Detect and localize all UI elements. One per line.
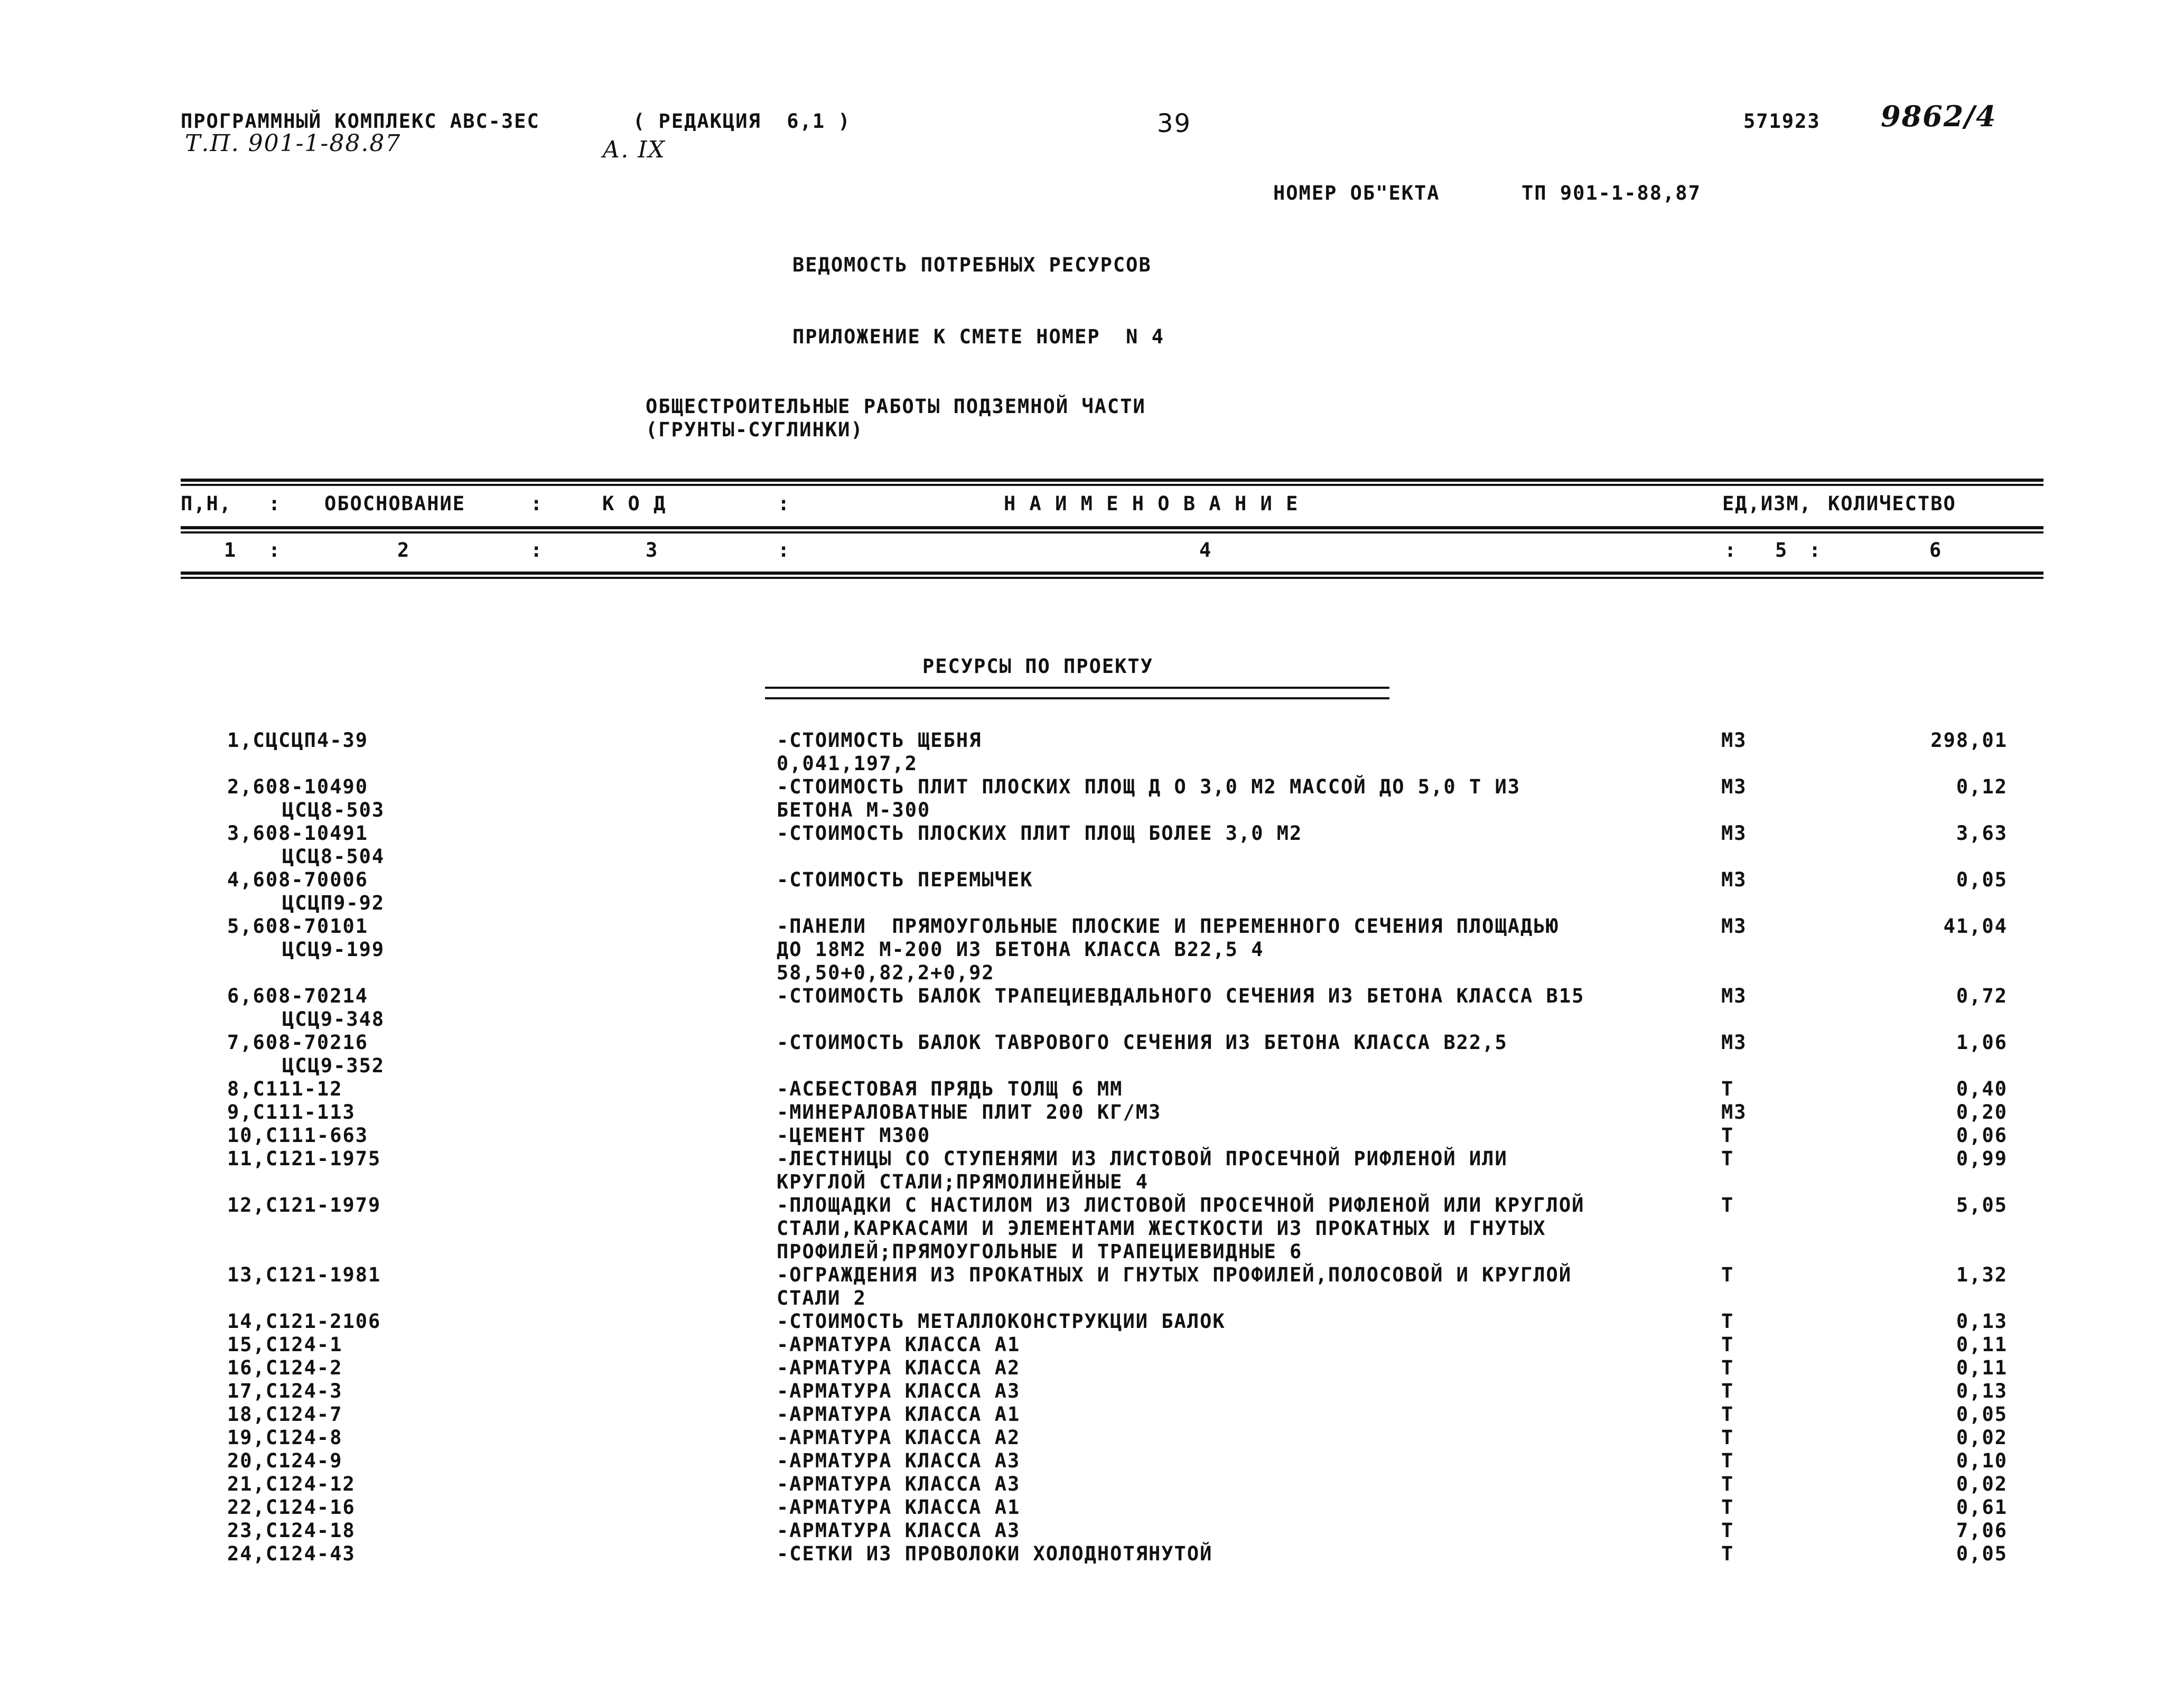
row-quantity: 0,20 <box>1956 1101 2008 1124</box>
section-title: РЕСУРСЫ ПО ПРОЕКТУ <box>922 655 1153 678</box>
col-index-sep-1: : <box>268 539 282 561</box>
row-name <box>777 1356 1728 1380</box>
row-justification-line: 3,608-10491 <box>227 822 369 845</box>
program-edition: ( РЕДАКЦИЯ 6,1 ) <box>633 110 851 133</box>
row-justification-line: 15,С124-1 <box>227 1333 343 1356</box>
row-name <box>777 1496 1728 1519</box>
col-index-sep-5: : <box>1724 539 1738 561</box>
row-justification-line: 6,608-70214 <box>227 985 369 1007</box>
row-quantity: 0,05 <box>1956 1403 2008 1426</box>
row-justification-line: 17,С124-3 <box>227 1380 343 1402</box>
row-unit: М3 <box>1721 775 1747 798</box>
row-unit: Т <box>1721 1078 1734 1100</box>
row-name <box>777 1426 1728 1449</box>
row-unit: М3 <box>1721 1101 1747 1124</box>
row-name <box>777 1101 1728 1124</box>
handwritten-project-number: Т.П. 901-1-88.87 <box>185 130 402 157</box>
row-unit: Т <box>1721 1473 1734 1495</box>
header-rule-bottom <box>181 572 2043 575</box>
row-justification <box>227 822 402 868</box>
row-name <box>777 822 1728 845</box>
col-header-sep-3: : <box>778 492 791 515</box>
row-quantity: 0,11 <box>1956 1333 2008 1356</box>
row-justification-line: 21,С124-12 <box>227 1473 356 1495</box>
row-quantity: 0,61 <box>1956 1496 2008 1519</box>
row-justification <box>227 1147 402 1171</box>
row-name <box>777 1380 1728 1403</box>
row-quantity: 41,04 <box>1943 915 2008 938</box>
row-quantity: 7,06 <box>1956 1519 2008 1542</box>
row-justification <box>227 1426 402 1449</box>
row-name-line: -АРМАТУРА КЛАССА А2 <box>777 1356 1021 1379</box>
row-name <box>777 1263 1728 1310</box>
col-index-sep-6: : <box>1809 539 1822 561</box>
col-header-code: К О Д <box>602 492 667 515</box>
row-name <box>777 775 1728 822</box>
row-name <box>777 915 1728 985</box>
header-rule-top-2 <box>181 484 2043 486</box>
row-justification-line: 18,С124-7 <box>227 1403 343 1426</box>
row-quantity: 0,06 <box>1956 1124 2008 1147</box>
row-unit: Т <box>1721 1449 1734 1472</box>
row-unit: Т <box>1721 1496 1734 1519</box>
row-unit: Т <box>1721 1263 1734 1286</box>
row-name <box>777 1078 1728 1101</box>
row-name-line: СТАЛИ,КАРКАСАМИ И ЭЛЕМЕНТАМИ ЖЕСТКОСТИ ИЗ ПРОКАТНЫХ И ГНУТЫХ <box>777 1217 1546 1240</box>
row-justification <box>227 985 402 1031</box>
row-justification-line: 4,608-70006 <box>227 868 369 891</box>
section-title-underline <box>765 687 1389 699</box>
row-name <box>777 868 1728 892</box>
row-quantity: 0,40 <box>1956 1078 2008 1100</box>
row-name-line: КРУГЛОЙ СТАЛИ;ПРЯМОЛИНЕЙНЫЕ 4 <box>777 1171 1149 1193</box>
program-name: ПРОГРАММНЫЙ КОМПЛЕКС АВС-ЗЕС <box>181 110 540 133</box>
row-name-line: 0,041,197,2 <box>777 752 918 775</box>
row-quantity: 298,01 <box>1930 729 2008 752</box>
document-code: 571923 <box>1743 110 1821 133</box>
row-name <box>777 1031 1728 1054</box>
row-justification <box>227 729 402 752</box>
row-name-line: -МИНЕРАЛОВАТНЫЕ ПЛИТ 200 КГ/М3 <box>777 1101 1162 1124</box>
header-rule-bottom-2 <box>181 577 2043 579</box>
col-index-sep-3: : <box>778 539 791 561</box>
row-quantity: 0,11 <box>1956 1356 2008 1379</box>
row-unit: Т <box>1721 1403 1734 1426</box>
row-unit: Т <box>1721 1124 1734 1147</box>
row-name <box>777 729 1728 775</box>
row-justification <box>227 1310 402 1333</box>
row-name <box>777 1194 1728 1263</box>
col-header-unit: ЕД,ИЗМ, <box>1722 492 1812 515</box>
row-name-line: БЕТОНА М-300 <box>777 799 931 821</box>
estimate-appendix: ПРИЛОЖЕНИЕ К СМЕТЕ НОМЕР N 4 <box>792 325 1165 348</box>
row-justification <box>227 775 402 822</box>
row-unit: М3 <box>1721 822 1747 845</box>
col-index-5: 5 <box>1775 539 1788 561</box>
row-justification <box>227 1333 402 1356</box>
row-unit: М3 <box>1721 985 1747 1007</box>
row-name-line: 58,50+0,82,2+0,92 <box>777 961 995 984</box>
col-index-6: 6 <box>1929 539 1943 561</box>
row-justification <box>227 1031 402 1078</box>
row-quantity: 1,32 <box>1956 1263 2008 1286</box>
row-unit: М3 <box>1721 868 1747 891</box>
row-justification-line: 19,С124-8 <box>227 1426 343 1449</box>
row-name-line: -СЕТКИ ИЗ ПРОВОЛОКИ ХОЛОДНОТЯНУТОЙ <box>777 1542 1213 1565</box>
col-index-4: 4 <box>1199 539 1212 561</box>
row-justification-line: 7,608-70216 <box>227 1031 369 1054</box>
header-rule-mid <box>181 526 2043 529</box>
row-name <box>777 1147 1728 1194</box>
row-justification-line: 2,608-10490 <box>227 775 369 798</box>
row-name <box>777 1542 1728 1566</box>
row-justification-line: ЦСЦ9-199 <box>282 938 385 961</box>
row-name <box>777 1403 1728 1426</box>
col-index-2: 2 <box>397 539 410 561</box>
row-name <box>777 985 1728 1008</box>
row-name-line: -ЛЕСТНИЦЫ СО СТУПЕНЯМИ ИЗ ЛИСТОВОЙ ПРОСЕЧНОЙ РИФЛЕНОЙ ИЛИ <box>777 1147 1508 1170</box>
row-name-line: -СТОИМОСТЬ ПЛИТ ПЛОСКИХ ПЛОЩ Д О 3,0 М2 МАССОЙ ДО 5,0 Т ИЗ <box>777 775 1521 798</box>
row-justification-line: 20,С124-9 <box>227 1449 343 1472</box>
row-name-line: -АРМАТУРА КЛАССА А1 <box>777 1333 1021 1356</box>
row-justification <box>227 1124 402 1147</box>
row-quantity: 0,10 <box>1956 1449 2008 1472</box>
row-unit: Т <box>1721 1519 1734 1542</box>
row-justification-line: 11,С121-1975 <box>227 1147 381 1170</box>
object-number-value: ТП 901-1-88,87 <box>1522 182 1701 204</box>
row-justification <box>227 868 402 915</box>
row-justification-line: 24,С124-43 <box>227 1542 356 1565</box>
handwritten-reference: 9862/4 <box>1881 99 1997 133</box>
row-justification-line: 1,СЦСЦП4-39 <box>227 729 369 752</box>
row-unit: Т <box>1721 1356 1734 1379</box>
row-unit: Т <box>1721 1194 1734 1216</box>
row-quantity: 5,05 <box>1956 1194 2008 1216</box>
col-header-name: Н А И М Е Н О В А Н И Е <box>1004 492 1299 515</box>
row-quantity: 0,13 <box>1956 1310 2008 1333</box>
row-name-line: ПРОФИЛЕЙ;ПРЯМОУГОЛЬНЫЕ И ТРАПЕЦИЕВИДНЫЕ 6 <box>777 1240 1303 1263</box>
row-name <box>777 1333 1728 1356</box>
row-unit: М3 <box>1721 729 1747 752</box>
row-justification-line: 22,С124-16 <box>227 1496 356 1519</box>
row-name-line: -СТОИМОСТЬ ЩЕБНЯ <box>777 729 982 752</box>
row-unit: Т <box>1721 1333 1734 1356</box>
row-name <box>777 1519 1728 1542</box>
row-justification <box>227 1263 402 1287</box>
row-quantity: 1,06 <box>1956 1031 2008 1054</box>
row-justification <box>227 1194 402 1217</box>
row-quantity: 0,02 <box>1956 1426 2008 1449</box>
row-justification <box>227 1542 402 1566</box>
row-name-line: -ПАНЕЛИ ПРЯМОУГОЛЬНЫЕ ПЛОСКИЕ И ПЕРЕМЕННОГО СЕЧЕНИЯ ПЛОЩАДЬЮ <box>777 915 1559 938</box>
col-index-3: 3 <box>646 539 659 561</box>
row-justification <box>227 1496 402 1519</box>
row-justification-line: ЦСЦ9-348 <box>282 1008 385 1031</box>
col-header-item-number: П,Н, <box>181 492 232 515</box>
row-justification <box>227 1403 402 1426</box>
row-justification <box>227 1380 402 1403</box>
row-name-line: -АРМАТУРА КЛАССА А1 <box>777 1403 1021 1426</box>
row-quantity: 0,12 <box>1956 775 2008 798</box>
page-number: 39 <box>1157 109 1192 138</box>
row-justification-line: ЦСЦ9-352 <box>282 1054 385 1077</box>
row-justification-line: 14,С121-2106 <box>227 1310 381 1333</box>
row-name-line: -АРМАТУРА КЛАССА А3 <box>777 1449 1021 1472</box>
row-name <box>777 1124 1728 1147</box>
row-justification-line: 9,С111-113 <box>227 1101 356 1124</box>
row-quantity: 0,13 <box>1956 1380 2008 1402</box>
row-quantity: 0,05 <box>1956 868 2008 891</box>
row-quantity: 0,72 <box>1956 985 2008 1007</box>
row-justification <box>227 1473 402 1496</box>
row-name-line: -СТОИМОСТЬ БАЛОК ТРАПЕЦИЕВДАЛЬНОГО СЕЧЕНИЯ ИЗ БЕТОНА КЛАССА В15 <box>777 985 1585 1007</box>
row-justification <box>227 1101 402 1124</box>
row-justification-line: ЦСЦ8-504 <box>282 845 385 868</box>
col-index-sep-2: : <box>530 539 544 561</box>
row-name <box>777 1310 1728 1333</box>
row-justification <box>227 1519 402 1542</box>
row-justification-line: 8,С111-12 <box>227 1078 343 1100</box>
row-name-line: -АРМАТУРА КЛАССА А2 <box>777 1426 1021 1449</box>
row-justification-line: 10,С111-663 <box>227 1124 369 1147</box>
row-name-line: СТАЛИ 2 <box>777 1287 866 1309</box>
row-unit: Т <box>1721 1380 1734 1402</box>
row-name-line: -АРМАТУРА КЛАССА А3 <box>777 1380 1021 1402</box>
row-justification-line: ЦСЦ8-503 <box>282 799 385 821</box>
row-name-line: -АРМАТУРА КЛАССА А3 <box>777 1519 1021 1542</box>
row-justification <box>227 915 402 961</box>
works-title-line2: (ГРУНТЫ-СУГЛИНКИ) <box>646 418 864 441</box>
row-name-line: -СТОИМОСТЬ ПЕРЕМЫЧЕК <box>777 868 1033 891</box>
row-name <box>777 1473 1728 1496</box>
row-unit: Т <box>1721 1426 1734 1449</box>
row-unit: Т <box>1721 1542 1734 1565</box>
row-name <box>777 1449 1728 1473</box>
row-quantity: 3,63 <box>1956 822 2008 845</box>
row-justification-line: 12,С121-1979 <box>227 1194 381 1216</box>
row-quantity: 0,05 <box>1956 1542 2008 1565</box>
row-justification-line: 13,С121-1981 <box>227 1263 381 1286</box>
row-quantity: 0,99 <box>1956 1147 2008 1170</box>
row-justification <box>227 1078 402 1101</box>
object-number-label: НОМЕР ОБ"ЕКТА <box>1273 182 1440 204</box>
header-rule-top <box>181 479 2043 482</box>
row-name-line: -СТОИМОСТЬ МЕТАЛЛОКОНСТРУКЦИИ БАЛОК <box>777 1310 1226 1333</box>
col-header-quantity: КОЛИЧЕСТВО <box>1828 492 1956 515</box>
row-justification-line: ЦСЦП9-92 <box>282 892 385 914</box>
works-title-line1: ОБЩЕСТРОИТЕЛЬНЫЕ РАБОТЫ ПОДЗЕМНОЙ ЧАСТИ <box>646 395 1146 418</box>
col-header-sep-2: : <box>530 492 544 515</box>
row-unit: Т <box>1721 1147 1734 1170</box>
row-justification-line: 23,С124-18 <box>227 1519 356 1542</box>
row-name-line: -АСБЕСТОВАЯ ПРЯДЬ ТОЛЩ 6 ММ <box>777 1078 1123 1100</box>
row-name-line: -ОГРАЖДЕНИЯ ИЗ ПРОКАТНЫХ И ГНУТЫХ ПРОФИЛЕЙ,ПОЛОСОВОЙ И КРУГЛОЙ <box>777 1263 1572 1286</box>
row-name-line: -ЦЕМЕНТ М300 <box>777 1124 931 1147</box>
row-name-line: -ПЛОЩАДКИ С НАСТИЛОМ ИЗ ЛИСТОВОЙ ПРОСЕЧНОЙ РИФЛЕНОЙ ИЛИ КРУГЛОЙ <box>777 1194 1585 1216</box>
row-justification <box>227 1449 402 1473</box>
col-header-justification: ОБОСНОВАНИЕ <box>324 492 466 515</box>
row-quantity: 0,02 <box>1956 1473 2008 1495</box>
row-name-line: -АРМАТУРА КЛАССА А1 <box>777 1496 1021 1519</box>
row-justification-line: 16,С124-2 <box>227 1356 343 1379</box>
row-name-line: ДО 18М2 М-200 ИЗ БЕТОНА КЛАССА В22,5 4 <box>777 938 1264 961</box>
handwritten-sheet-mark: А. IX <box>602 136 666 163</box>
row-unit: Т <box>1721 1310 1734 1333</box>
document-title: ВЕДОМОСТЬ ПОТРЕБНЫХ РЕСУРСОВ <box>792 254 1152 276</box>
row-unit: М3 <box>1721 1031 1747 1054</box>
col-header-sep-1: : <box>268 492 282 515</box>
row-justification-line: 5,608-70101 <box>227 915 369 938</box>
row-unit: М3 <box>1721 915 1747 938</box>
col-index-1: 1 <box>224 539 237 561</box>
row-justification <box>227 1356 402 1380</box>
header-rule-mid-2 <box>181 531 2043 533</box>
row-name-line: -АРМАТУРА КЛАССА А3 <box>777 1473 1021 1495</box>
row-name-line: -СТОИМОСТЬ БАЛОК ТАВРОВОГО СЕЧЕНИЯ ИЗ БЕТОНА КЛАССА В22,5 <box>777 1031 1508 1054</box>
row-name-line: -СТОИМОСТЬ ПЛОСКИХ ПЛИТ ПЛОЩ БОЛЕЕ 3,0 М2 <box>777 822 1303 845</box>
